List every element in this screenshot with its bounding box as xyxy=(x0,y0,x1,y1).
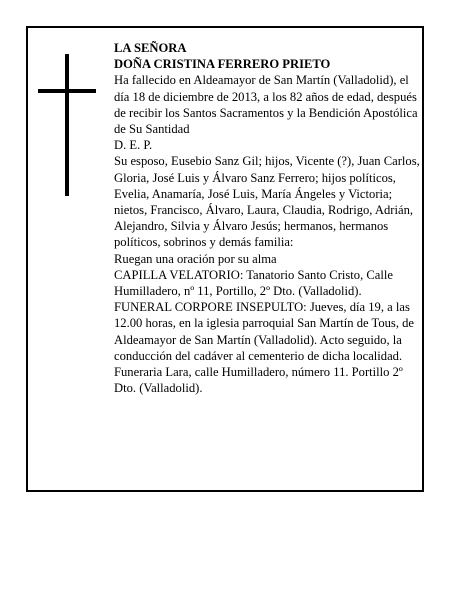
cross-icon xyxy=(38,54,96,196)
death-announcement: Ha fallecido en Aldeamayor de San Martín (Valladolid), el día 18 de diciembre de 2013, a los 82 años de edad, después de recibir los Santos Sacramentos y la Bendición Apostólica de Su Santidad xyxy=(114,73,418,137)
cross-vertical-bar xyxy=(65,54,69,196)
deceased-title: LA SEÑORA xyxy=(114,41,187,55)
cross-horizontal-bar xyxy=(38,89,96,93)
rest-in-peace: D. E. P. xyxy=(114,138,153,153)
funeral-info: FUNERAL CORPORE INSEPULTO: Jueves, día 19, a las 12.00 horas, en la iglesia parroquial San Martín de Tous, de Aldeamayor de San Martín (Valladolid). Acto seguido, la conducción del cadáver al cementerio de dicha localidad. xyxy=(114,300,415,363)
funeral-home-info: Funeraria Lara, calle Humilladero, número 11. Portillo 2º Dto. (Valladolid). xyxy=(114,365,403,396)
notice-text xyxy=(114,40,422,396)
family-list: Su esposo, Eusebio Sanz Gil; hijos, Vicente (?), Juan Carlos, Gloria, José Luis y Álvaro Sanz Ferrero; hijos políticos, Evelia, Anamaría, José Luis, María Ángeles y Victoria; nietos, Francisco, Álvaro, Laura, Claudia, Rodrigo, Adrián, Alejandro, Silvia y Álvaro Jesús; hermanos, hermanos políticos, sobrinos y demás familia: xyxy=(114,154,420,250)
prayer-request: Ruegan una oración por su alma xyxy=(114,251,277,266)
chapel-info: CAPILLA VELATORIO: Tanatorio Santo Cristo, Calle Humilladero, nº 11, Portillo, 2º Dto. (Valladolid). xyxy=(114,267,393,299)
deceased-name: DOÑA CRISTINA FERRERO PRIETO xyxy=(114,57,331,72)
